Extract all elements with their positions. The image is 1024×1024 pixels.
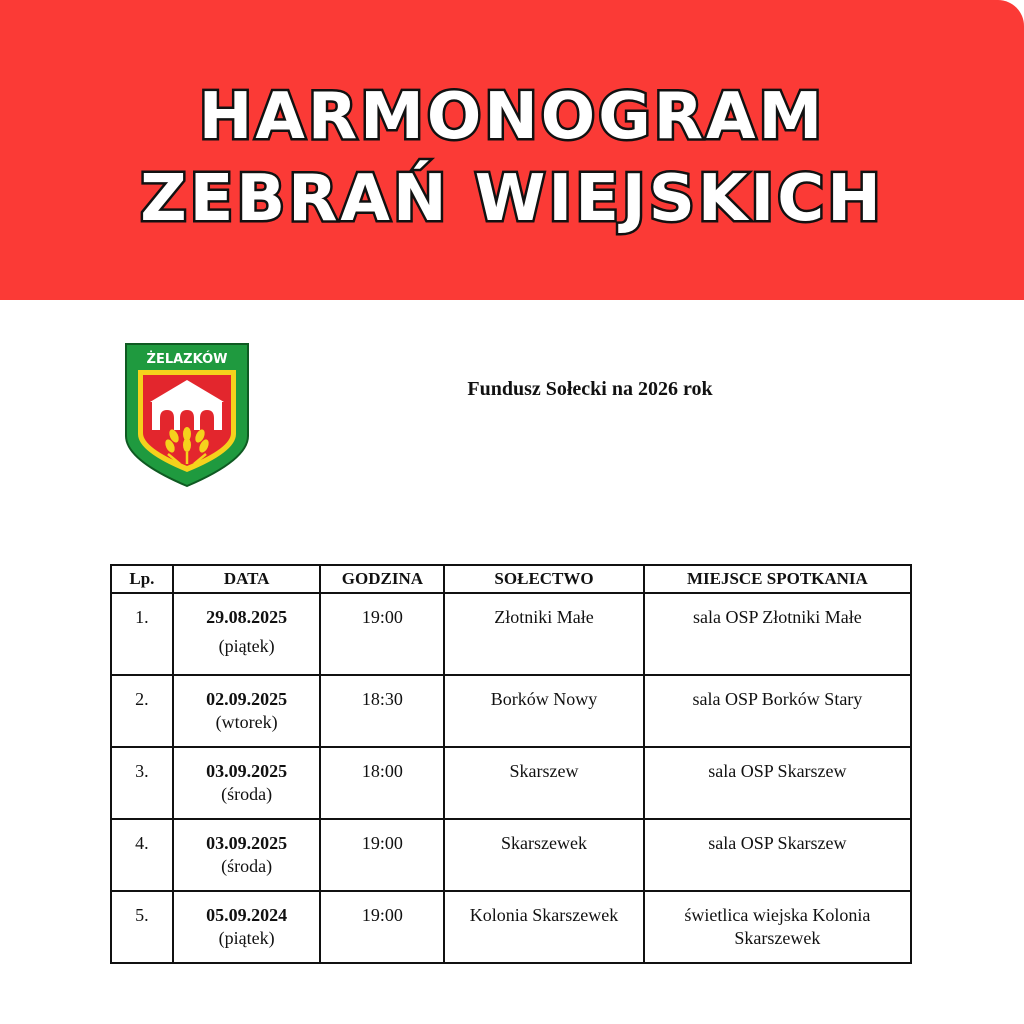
date-value: 29.08.2025 bbox=[206, 607, 288, 627]
cell-date bbox=[173, 819, 321, 891]
banner-title-line-1: HARMONOGRAM bbox=[198, 80, 826, 154]
cell-date bbox=[173, 891, 321, 963]
table-header-row bbox=[111, 565, 911, 593]
cell-time: 18:30 bbox=[320, 675, 444, 747]
coat-of-arms-logo bbox=[122, 336, 252, 488]
cell-village: Kolonia Skarszewek bbox=[444, 891, 644, 963]
day-of-week: (wtorek) bbox=[215, 712, 278, 732]
day-of-week: (piątek) bbox=[218, 636, 275, 656]
cell-date bbox=[173, 747, 321, 819]
cell-village: Skarszew bbox=[444, 747, 644, 819]
banner-title-line-2: ZEBRAŃ WIEJSKICH bbox=[140, 162, 884, 236]
cell-place: świetlica wiejska Kolonia Skarszewek bbox=[644, 891, 911, 963]
cell-date bbox=[173, 593, 321, 675]
table-row bbox=[111, 891, 911, 963]
header-village: SOŁECTWO bbox=[444, 565, 644, 593]
table-row bbox=[111, 747, 911, 819]
header-place: MIEJSCE SPOTKANIA bbox=[644, 565, 911, 593]
logo-text: ŻELAZKÓW bbox=[146, 352, 228, 367]
cell-village: Złotniki Małe bbox=[444, 593, 644, 675]
table-row bbox=[111, 819, 911, 891]
table-row bbox=[111, 675, 911, 747]
cell-place: sala OSP Złotniki Małe bbox=[644, 593, 911, 675]
banner-title bbox=[0, 76, 1024, 240]
day-of-week: (środa) bbox=[221, 856, 273, 876]
date-value: 03.09.2025 bbox=[206, 761, 288, 781]
cell-village: Borków Nowy bbox=[444, 675, 644, 747]
cell-place: sala OSP Skarszew bbox=[644, 819, 911, 891]
cell-lp: 3. bbox=[111, 747, 173, 819]
cell-place: sala OSP Skarszew bbox=[644, 747, 911, 819]
header-time: GODZINA bbox=[320, 565, 444, 593]
cell-village: Skarszewek bbox=[444, 819, 644, 891]
cell-lp: 1. bbox=[111, 593, 173, 675]
table-row bbox=[111, 593, 911, 675]
cell-lp: 4. bbox=[111, 819, 173, 891]
cell-time: 19:00 bbox=[320, 891, 444, 963]
cell-date bbox=[173, 675, 321, 747]
header-lp: Lp. bbox=[111, 565, 173, 593]
schedule-table bbox=[110, 564, 912, 964]
cell-time: 19:00 bbox=[320, 819, 444, 891]
coat-of-arms-icon bbox=[122, 336, 252, 488]
cell-time: 18:00 bbox=[320, 747, 444, 819]
date-value: 03.09.2025 bbox=[206, 833, 288, 853]
date-value: 02.09.2025 bbox=[206, 689, 288, 709]
cell-lp: 5. bbox=[111, 891, 173, 963]
date-value: 05.09.2024 bbox=[206, 905, 288, 925]
cell-place: sala OSP Borków Stary bbox=[644, 675, 911, 747]
cell-lp: 2. bbox=[111, 675, 173, 747]
cell-time: 19:00 bbox=[320, 593, 444, 675]
subtitle: Fundusz Sołecki na 2026 rok bbox=[467, 378, 713, 400]
header-banner bbox=[0, 0, 1024, 300]
day-of-week: (środa) bbox=[221, 784, 273, 804]
header-date: DATA bbox=[173, 565, 321, 593]
day-of-week: (piątek) bbox=[218, 928, 275, 948]
